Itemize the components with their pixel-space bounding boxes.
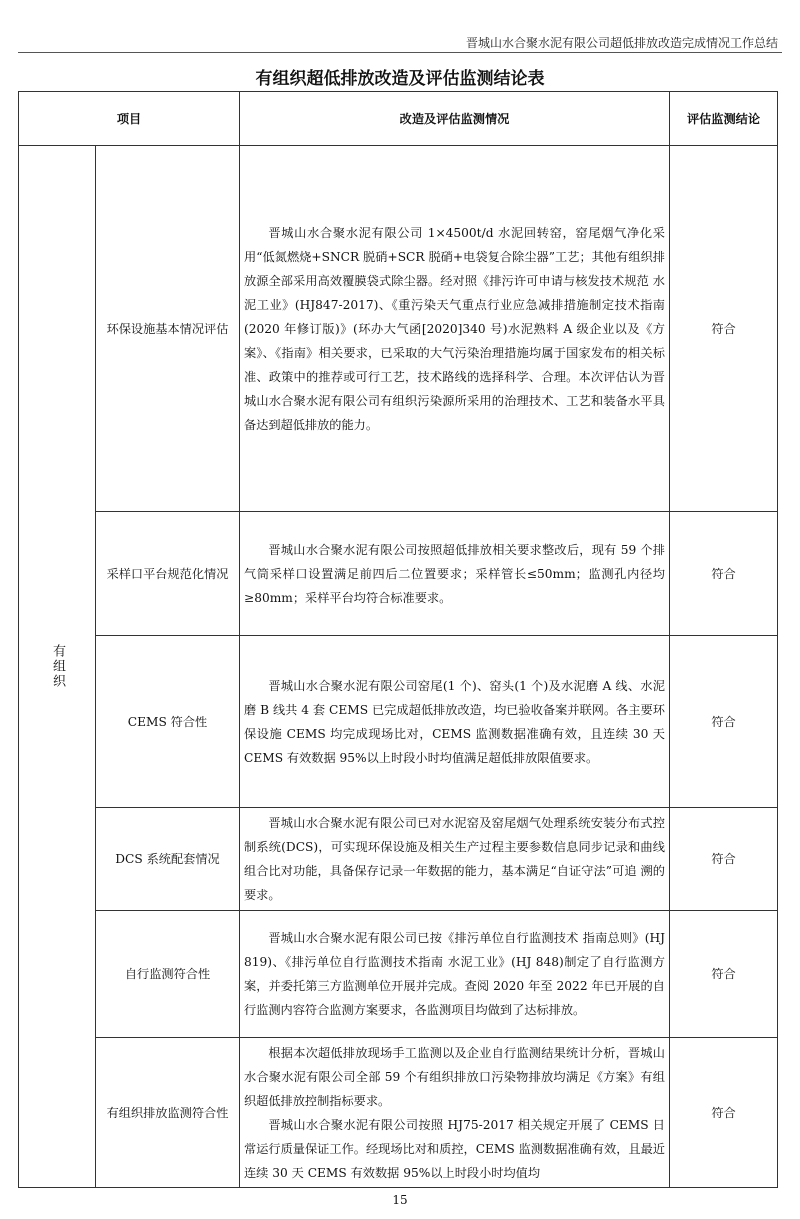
row-detail — [240, 512, 670, 636]
row-item: 自行监测符合性 — [96, 911, 240, 1038]
table-row — [19, 146, 778, 512]
header-item: 项目 — [19, 92, 240, 146]
row-item: 有组织排放监测符合性 — [96, 1038, 240, 1188]
table-row — [19, 512, 778, 636]
row-item: 环保设施基本情况评估 — [96, 146, 240, 512]
header-rule — [18, 52, 782, 53]
row-detail — [240, 1038, 670, 1188]
row-conclusion: 符合 — [670, 512, 778, 636]
row-conclusion: 符合 — [670, 146, 778, 512]
table-row — [19, 1038, 778, 1188]
row-detail — [240, 146, 670, 512]
row-conclusion: 符合 — [670, 1038, 778, 1188]
page-number: 15 — [392, 1193, 408, 1207]
running-header: 晋城山水合聚水泥有限公司超低排放改造完成情况工作总结 — [465, 36, 778, 50]
row-item: DCS 系统配套情况 — [96, 808, 240, 911]
table-row — [19, 911, 778, 1038]
row-detail — [240, 636, 670, 808]
header-detail: 改造及评估监测情况 — [240, 92, 670, 146]
row-detail — [240, 808, 670, 911]
detail-paragraph: 晋城山水合聚水泥有限公司按照超低排放相关要求整改后，现有 59 个排气筒采样口设置满足前四后二位置要求；采样管长≤50mm；监测孔内径均≥80mm；采样平台均符合标准要求。 — [244, 542, 665, 605]
row-item: 采样口平台规范化情况 — [96, 512, 240, 636]
row-conclusion: 符合 — [670, 911, 778, 1038]
table-row — [19, 808, 778, 911]
table-row — [19, 636, 778, 808]
table-title: 有组织超低排放改造及评估监测结论表 — [255, 69, 545, 89]
detail-paragraph: 晋城山水合聚水泥有限公司已对水泥窑及窑尾烟气处理系统安装分布式控制系统(DCS)，可实现环保设施及相关生产过程主要参数信息同步记录和曲线组合比对功能，具备保存记录一年数据的能力，基本满足“自证守法”可追 溯的要求。 — [244, 816, 665, 902]
table-header-row — [19, 92, 778, 146]
category-label: 有组织 — [50, 644, 65, 689]
detail-paragraph: 根据本次超低排放现场手工监测以及企业自行监测结果统计分析，晋城山水合聚水泥有限公司全部 59 个有组织排放口污染物排放均满足《方案》有组织超低排放控制指标要求。 — [244, 1045, 665, 1108]
row-conclusion: 符合 — [670, 636, 778, 808]
detail-paragraph: 晋城山水合聚水泥有限公司按照 HJ75-2017 相关规定开展了 CEMS 日常运行质量保证工作。经现场比对和质控，CEMS 监测数据准确有效，且最近连续 30 天 CEMS 有效数据 95%以上时段小时均值均 — [244, 1117, 665, 1180]
row-item: CEMS 符合性 — [96, 636, 240, 808]
row-conclusion: 符合 — [670, 808, 778, 911]
conclusion-table — [18, 91, 778, 1188]
header-conclusion: 评估监测结论 — [670, 92, 778, 146]
detail-paragraph: 晋城山水合聚水泥有限公司已按《排污单位自行监测技术 指南总则》(HJ 819)、《排污单位自行监测技术指南 水泥工业》(HJ 848)制定了自行监测方案，并委托第三方监测单位开展并完成。查阅 2020 年至 2022 年已开展的自行监测内容符合监测方案要求，各监测项目均做到了达标排放。 — [244, 931, 665, 1017]
detail-paragraph: 晋城山水合聚水泥有限公司窑尾(1 个)、窑头(1 个)及水泥磨 A 线、水泥磨 B 线共 4 套 CEMS 已完成超低排放改造，均已验收备案并联网。各主要环保设施 CEMS 均完成现场比对，CEMS 监测数据准确有效，且连续 30 天 CEMS 有效数据 95%以上时段小时均值满足超低排放限值要求。 — [244, 678, 665, 765]
category-cell — [19, 146, 96, 1188]
detail-paragraph: 晋城山水合聚水泥有限公司 1×4500t/d 水泥回转窑，窑尾烟气净化采用“低氮燃烧+SNCR 脱硝+SCR 脱硝+电袋复合除尘器”工艺；其他有组织排放源全部采用高效覆膜袋式除尘器。经对照《排污许可申请与核发技术规范 水泥工业》(HJ847-2017)、《重污染天气重点行业应急减排措施制定技术指南(2020 年修订版)》(环办大气函[2020]340 号)水泥熟料 A 级企业以及《方案》、《指南》相关要求，已采取的大气污染治理措施均属于国家发布的相关标准、政策中的推荐或可行工艺，技术路线的选择科学、合理。本次评估认为晋城山水合聚水泥有限公司有组织污染源所采用的治理技术、工艺和装备水平具备达到超低排放的能力。 — [244, 225, 665, 432]
row-detail — [240, 911, 670, 1038]
